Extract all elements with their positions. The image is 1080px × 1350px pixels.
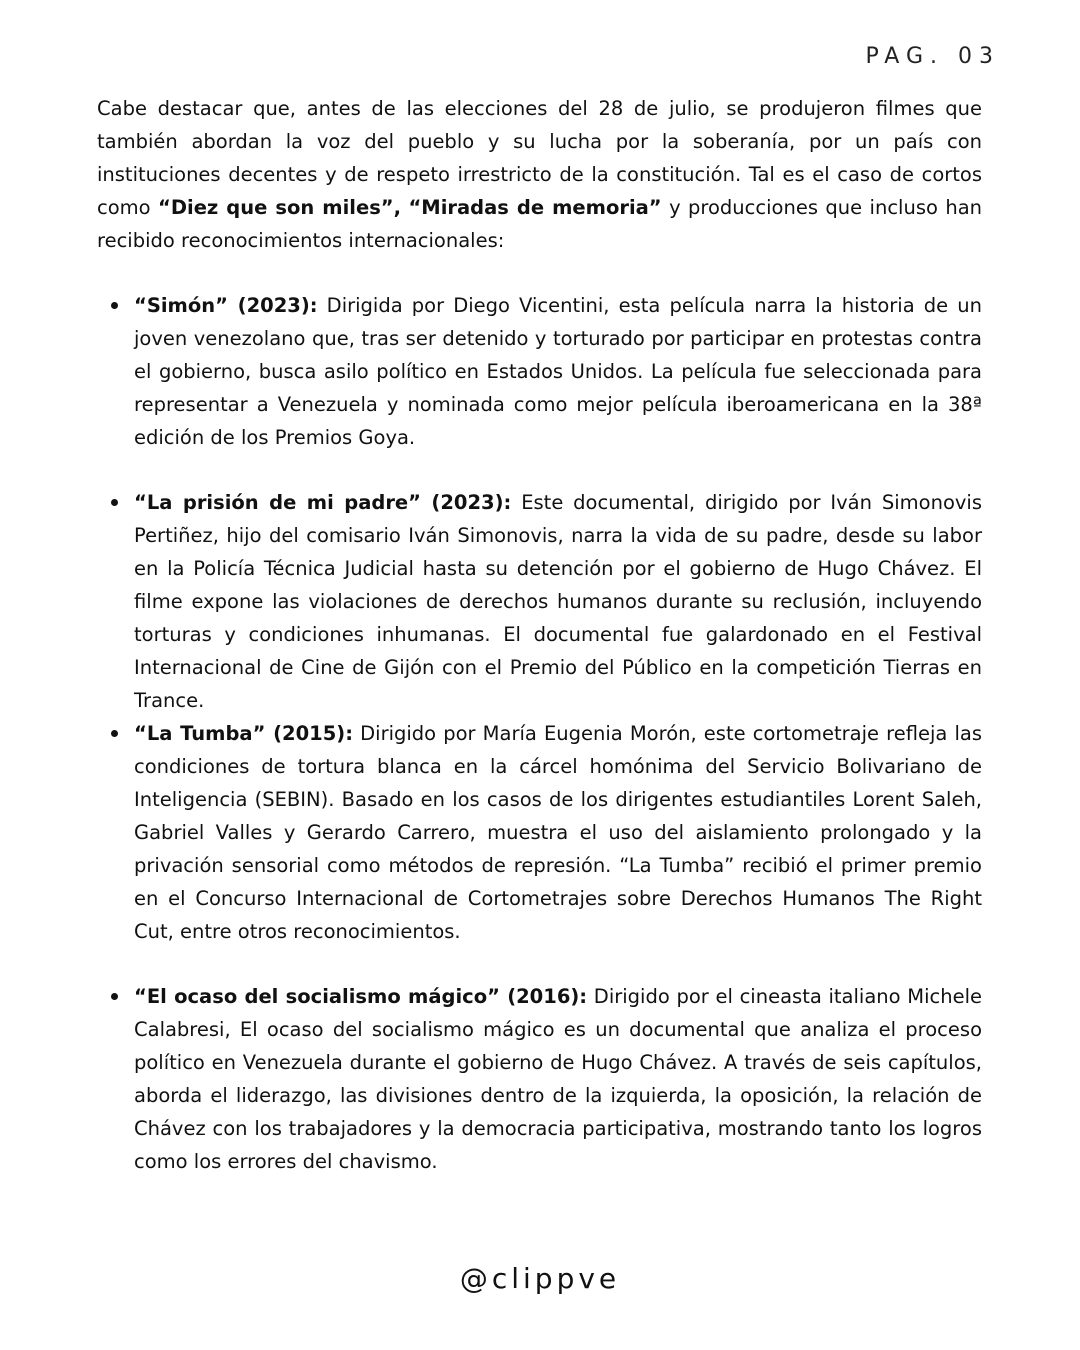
film-list [97,289,982,1178]
film-title: “Simón” (2023): [134,294,318,317]
film-title: “El ocaso del socialismo mágico” (2016): [134,985,588,1008]
intro-paragraph [97,92,982,257]
footer-handle: @clippve [459,1262,621,1295]
page-number: PAG. 03 [865,44,1000,69]
film-title: “La Tumba” (2015): [134,722,354,745]
list-item-la-prision-de-mi-padre [97,486,982,717]
article-body [97,92,982,1178]
short-film-title-1: “Diez que son miles”, [158,196,402,219]
film-description: Dirigida por Diego Vicentini, esta película narra la historia de un joven venezolano que, tras ser detenido y torturado por participar en protestas contra el gobierno, busca asilo político en Estados Unidos. La película fue seleccionada para representar a Venezuela y nominada como mejor película iberoamericana en la 38ª edición de los Premios Goya. [134,294,982,449]
film-description: Dirigido por el cineasta italiano Michele Calabresi, El ocaso del socialismo mágico es un documental que analiza el proceso político en Venezuela durante el gobierno de Hugo Chávez. A través de seis capítulos, aborda el liderazgo, las divisiones dentro de la izquierda, la oposición, la relación de Chávez con los trabajadores y la democracia participativa, mostrando tanto los logros como los errores del chavismo. [134,985,982,1173]
film-title: “La prisión de mi padre” (2023): [134,491,512,514]
list-item-la-tumba [97,717,982,948]
intro-text-before: Cabe destacar que, antes de las elecciones del 28 de julio, se produjeron filmes que también abordan la voz del pueblo y su lucha por la soberanía, por un país con instituciones decentes y de respeto irrestricto de la constitución. Tal es el caso de cortos como [97,97,982,219]
film-description: Dirigido por María Eugenia Morón, este cortometraje refleja las condiciones de tortura blanca en la cárcel homónima del Servicio Bolivariano de Inteligencia (SEBIN). Basado en los casos de los dirigentes estudiantiles Lorent Saleh, Gabriel Valles y Gerardo Carrero, muestra el uso del aislamiento prolongado y la privación sensorial como métodos de represión. “La Tumba” recibió el primer premio en el Concurso Internacional de Cortometrajes sobre Derechos Humanos The Right Cut, entre otros reconocimientos. [134,722,982,943]
short-film-title-2: “Miradas de memoria” [408,196,662,219]
film-description: Este documental, dirigido por Iván Simonovis Pertiñez, hijo del comisario Iván Simonovis, narra la vida de su padre, desde su labor en la Policía Técnica Judicial hasta su detención por el gobierno de Hugo Chávez. El filme expone las violaciones de derechos humanos durante su reclusión, incluyendo torturas y condiciones inhumanas. El documental fue galardonado en el Festival Internacional de Cine de Gijón con el Premio del Público en la competición Tierras en Trance. [134,491,982,712]
intro-text-after: y producciones que incluso han recibido reconocimientos internacionales: [97,196,983,252]
list-item-simon [97,289,982,454]
list-item-el-ocaso-del-socialismo-magico [97,980,982,1178]
